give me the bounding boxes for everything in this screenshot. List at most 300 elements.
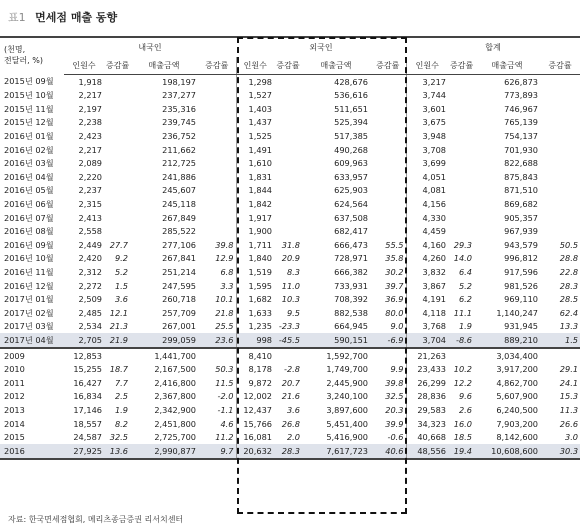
value-cell: 931,945: [504, 321, 538, 332]
table-row: [0, 444, 580, 459]
value-cell: 1,917: [248, 212, 272, 223]
change-rate-cell: [370, 184, 406, 198]
change-rate-cell: 28.3: [559, 280, 579, 291]
change-rate-cell: 20.7: [281, 377, 300, 388]
change-rate-cell: [540, 102, 580, 116]
change-rate-cell: 7.7: [114, 377, 128, 388]
unit-line-2: 전달러, %): [4, 56, 43, 66]
value-cell: 277,106: [162, 239, 196, 250]
col-visitors-change: 증감률: [274, 57, 302, 75]
table-row: [0, 102, 580, 116]
change-rate-cell: [370, 143, 406, 157]
col-sales-change: 증감률: [370, 57, 406, 75]
value-cell: 1,235: [248, 321, 272, 332]
value-cell: 701,930: [504, 144, 538, 155]
value-cell: 590,151: [302, 333, 370, 348]
change-rate-cell: [104, 75, 130, 89]
value-cell: 15,766: [243, 418, 272, 429]
change-rate-cell: 1.9: [114, 404, 128, 415]
change-rate-cell: [448, 116, 474, 130]
value-cell: 211,662: [162, 144, 196, 155]
value-cell: 40,668: [417, 432, 446, 443]
value-cell: 1,918: [78, 76, 102, 87]
change-rate-cell: [540, 116, 580, 130]
value-cell: 5,607,900: [496, 391, 538, 402]
change-rate-cell: 29.1: [559, 364, 579, 375]
change-rate-cell: 25.5: [198, 320, 236, 334]
change-rate-cell: [274, 225, 302, 239]
change-rate-cell: -23.3: [278, 321, 300, 332]
value-cell: 773,893: [504, 90, 538, 101]
change-rate-cell: 9.7: [198, 444, 236, 459]
value-cell: 1,519: [248, 267, 272, 277]
row-label: 2016년 03월: [4, 158, 54, 169]
row-label: 2016년 07월: [4, 212, 54, 223]
table-row: [0, 157, 580, 171]
change-rate-cell: 39.9: [370, 417, 406, 431]
value-cell: 822,688: [504, 158, 538, 169]
change-rate-cell: -0.6: [370, 430, 406, 444]
value-cell: 3,744: [422, 90, 446, 101]
row-label: 2009: [0, 348, 64, 363]
group-header-domestic: 내국인: [64, 37, 236, 57]
change-rate-cell: 8.2: [114, 418, 128, 429]
row-label: 2016년 11월: [4, 267, 54, 277]
value-cell: 4,118: [422, 307, 446, 318]
value-cell: 1,595: [248, 280, 272, 291]
value-cell: 728,971: [334, 253, 368, 264]
value-cell: 7,903,200: [496, 418, 538, 429]
change-rate-cell: [274, 143, 302, 157]
table-row: [0, 362, 580, 376]
table-row: [0, 129, 580, 143]
value-cell: 2,238: [78, 117, 102, 128]
value-cell: 2,449: [78, 239, 102, 250]
value-cell: 2,451,800: [154, 418, 196, 429]
value-cell: 257,709: [162, 307, 196, 318]
value-cell: 943,579: [504, 239, 538, 250]
value-cell: 18,557: [73, 418, 102, 429]
change-rate-cell: 50.3: [198, 362, 236, 376]
value-cell: 871,510: [504, 185, 538, 196]
value-cell: 609,963: [334, 158, 368, 169]
col-sales: 매출금액: [474, 57, 540, 75]
unit-line-1: (천명,: [4, 45, 26, 55]
col-visitors: 인원수: [406, 57, 448, 75]
value-cell: 2,420: [78, 253, 102, 264]
change-rate-cell: 6.8: [198, 265, 236, 279]
value-cell: 24,587: [73, 432, 102, 443]
value-cell: 517,385: [334, 131, 368, 142]
value-cell: 1,491: [248, 144, 272, 155]
change-rate-cell: 5.2: [458, 280, 472, 291]
change-rate-cell: 8.3: [286, 267, 300, 277]
table-row: [0, 376, 580, 390]
table-row: [0, 293, 580, 307]
row-label: 2014: [4, 418, 25, 429]
change-rate-cell: 55.5: [370, 238, 406, 252]
change-rate-cell: 3.6: [286, 404, 300, 415]
value-cell: 3,240,100: [326, 391, 368, 402]
change-rate-cell: [104, 143, 130, 157]
value-cell: 917,596: [504, 267, 538, 277]
change-rate-cell: 39.8: [370, 376, 406, 390]
change-rate-cell: [448, 211, 474, 225]
change-rate-cell: [370, 102, 406, 116]
change-rate-cell: [198, 348, 236, 363]
change-rate-cell: 11.3: [559, 404, 579, 415]
value-cell: 2,167,500: [154, 364, 196, 375]
change-rate-cell: [540, 157, 580, 171]
value-cell: 666,473: [334, 239, 368, 250]
value-cell: 2,197: [78, 103, 102, 114]
change-rate-cell: [540, 348, 580, 363]
change-rate-cell: [370, 75, 406, 89]
change-rate-cell: [198, 211, 236, 225]
change-rate-cell: 30.3: [540, 444, 580, 459]
value-cell: 4,051: [422, 171, 446, 182]
value-cell: 29,583: [417, 404, 446, 415]
change-rate-cell: 16.0: [453, 418, 472, 429]
change-rate-cell: 21.8: [198, 306, 236, 320]
value-cell: 1,842: [248, 199, 272, 210]
change-rate-cell: [104, 129, 130, 143]
value-cell: 633,957: [334, 171, 368, 182]
col-sales-change: 증감률: [198, 57, 236, 75]
change-rate-cell: 9.2: [114, 253, 128, 264]
value-cell: 1,437: [248, 117, 272, 128]
table-row: [0, 170, 580, 184]
change-rate-cell: 2.6: [458, 404, 472, 415]
row-label: 2011: [4, 377, 25, 388]
row-label: 2015년 12월: [4, 117, 54, 128]
value-cell: 27,925: [64, 444, 104, 459]
change-rate-cell: 40.6: [370, 444, 406, 459]
change-rate-cell: [370, 197, 406, 211]
table-row: [0, 252, 580, 266]
row-label: 2013: [4, 404, 25, 415]
change-rate-cell: 50.5: [559, 239, 579, 250]
change-rate-cell: [274, 75, 302, 89]
change-rate-cell: [198, 225, 236, 239]
change-rate-cell: [540, 143, 580, 157]
change-rate-cell: [540, 225, 580, 239]
source-note: 자료: 한국면세점협회, 메리츠종금증권 리서치센터: [8, 515, 184, 524]
value-cell: 2,217: [78, 144, 102, 155]
value-cell: 15,255: [73, 364, 102, 375]
value-cell: 2,220: [78, 171, 102, 182]
value-cell: 969,110: [504, 294, 538, 305]
change-rate-cell: [274, 170, 302, 184]
value-cell: 1,140,247: [496, 307, 538, 318]
value-cell: 267,001: [162, 321, 196, 332]
value-cell: 7,617,723: [302, 444, 370, 459]
value-cell: 260,718: [162, 294, 196, 305]
change-rate-cell: [448, 102, 474, 116]
change-rate-cell: 12.2: [453, 377, 472, 388]
value-cell: 2,558: [78, 226, 102, 237]
value-cell: 1,840: [248, 253, 272, 264]
change-rate-cell: [104, 116, 130, 130]
value-cell: 1,831: [248, 171, 272, 182]
row-label: 2017년 01월: [4, 294, 54, 305]
col-sales: 매출금액: [130, 57, 198, 75]
table-row: [0, 265, 580, 279]
value-cell: 34,323: [417, 418, 446, 429]
value-cell: 247,595: [162, 280, 196, 291]
change-rate-cell: 18.7: [109, 364, 128, 375]
change-rate-cell: [448, 184, 474, 198]
row-label: 2016년 10월: [4, 253, 54, 264]
change-rate-cell: 32.5: [109, 432, 128, 443]
change-rate-cell: [274, 89, 302, 103]
value-cell: 17,146: [73, 404, 102, 415]
change-rate-cell: 9.5: [286, 307, 300, 318]
value-cell: 26,299: [417, 377, 446, 388]
row-label: 2016년 09월: [4, 239, 54, 250]
value-cell: 708,392: [334, 294, 368, 305]
change-rate-cell: 2.0: [286, 432, 300, 443]
value-cell: 5,451,400: [326, 418, 368, 429]
row-label: 2015: [4, 432, 25, 443]
value-cell: 6,240,500: [496, 404, 538, 415]
change-rate-cell: 11.1: [453, 307, 472, 318]
table-row: [0, 143, 580, 157]
group-header-total: 합계: [406, 37, 580, 57]
table-row: [0, 320, 580, 334]
value-cell: 8,142,600: [496, 432, 538, 443]
change-rate-cell: 9.6: [458, 391, 472, 402]
change-rate-cell: [104, 157, 130, 171]
change-rate-cell: -6.9: [370, 333, 406, 348]
value-cell: 3,034,400: [474, 348, 540, 363]
change-rate-cell: 28.8: [559, 253, 579, 264]
value-cell: 1,525: [248, 131, 272, 142]
change-rate-cell: [540, 170, 580, 184]
value-cell: 2,312: [78, 267, 102, 277]
value-cell: 4,862,700: [496, 377, 538, 388]
change-rate-cell: 3.0: [565, 432, 579, 443]
value-cell: 16,427: [73, 377, 102, 388]
change-rate-cell: 36.9: [370, 293, 406, 307]
change-rate-cell: -1.1: [198, 403, 236, 417]
change-rate-cell: 15.3: [559, 391, 579, 402]
change-rate-cell: [104, 197, 130, 211]
value-cell: 746,967: [504, 103, 538, 114]
value-cell: 2,237: [78, 185, 102, 196]
change-rate-cell: 20.9: [281, 253, 300, 264]
table-row: [0, 430, 580, 444]
change-rate-cell: [104, 211, 130, 225]
change-rate-cell: 11.5: [198, 376, 236, 390]
col-visitors: 인원수: [236, 57, 274, 75]
change-rate-cell: 6.2: [458, 294, 472, 305]
table-title-text: 면세점 매출 동향: [35, 11, 118, 24]
change-rate-cell: [274, 348, 302, 363]
group-header-foreign: 외국인: [236, 37, 406, 57]
value-cell: 4,459: [422, 226, 446, 237]
change-rate-cell: 1.5: [114, 280, 128, 291]
value-cell: 1,403: [248, 103, 272, 114]
change-rate-cell: 6.4: [458, 267, 472, 277]
value-cell: 1,441,700: [130, 348, 198, 363]
value-cell: 1,633: [248, 307, 272, 318]
change-rate-cell: 21.6: [281, 391, 300, 402]
change-rate-cell: 11.2: [198, 430, 236, 444]
value-cell: 3,867: [422, 280, 446, 291]
value-cell: 1,592,700: [302, 348, 370, 363]
value-cell: 3,708: [422, 144, 446, 155]
change-rate-cell: 9.9: [370, 362, 406, 376]
value-cell: 2,272: [78, 280, 102, 291]
change-rate-cell: [448, 348, 474, 363]
value-cell: 754,137: [504, 131, 538, 142]
col-visitors: 인원수: [64, 57, 104, 75]
change-rate-cell: 39.8: [198, 238, 236, 252]
table-row: [0, 348, 580, 363]
change-rate-cell: 4.6: [198, 417, 236, 431]
value-cell: 10,608,600: [474, 444, 540, 459]
change-rate-cell: [198, 75, 236, 89]
change-rate-cell: [540, 211, 580, 225]
value-cell: 666,382: [334, 267, 368, 277]
value-cell: 3,948: [422, 131, 446, 142]
value-cell: 2,089: [78, 158, 102, 169]
value-cell: 624,564: [334, 199, 368, 210]
value-cell: 28,836: [417, 391, 446, 402]
value-cell: 1,900: [248, 226, 272, 237]
value-cell: 875,843: [504, 171, 538, 182]
change-rate-cell: 11.0: [281, 280, 300, 291]
change-rate-cell: 26.6: [559, 418, 579, 429]
change-rate-cell: [448, 170, 474, 184]
change-rate-cell: [540, 184, 580, 198]
value-cell: 626,873: [504, 76, 538, 87]
change-rate-cell: [448, 225, 474, 239]
value-cell: 239,745: [162, 117, 196, 128]
row-label: 2016년 01월: [4, 131, 54, 142]
value-cell: 245,607: [162, 185, 196, 196]
table-row: [0, 403, 580, 417]
value-cell: 1,298: [248, 76, 272, 87]
value-cell: 428,676: [334, 76, 368, 87]
change-rate-cell: [448, 157, 474, 171]
change-rate-cell: [274, 129, 302, 143]
unit-header: [0, 37, 64, 75]
change-rate-cell: -8.6: [448, 333, 474, 348]
change-rate-cell: 3.6: [114, 294, 128, 305]
value-cell: 1,682: [248, 294, 272, 305]
table-row: [0, 75, 580, 89]
row-label: 2017년 02월: [4, 307, 54, 318]
change-rate-cell: 80.0: [370, 306, 406, 320]
row-label: 2016년 04월: [4, 171, 54, 182]
value-cell: 1,844: [248, 185, 272, 196]
change-rate-cell: [198, 157, 236, 171]
value-cell: 998: [236, 333, 274, 348]
value-cell: 905,357: [504, 212, 538, 223]
value-cell: 625,903: [334, 185, 368, 196]
value-cell: 3,217: [422, 76, 446, 87]
change-rate-cell: 12.1: [109, 307, 128, 318]
value-cell: 2,705: [64, 333, 104, 348]
change-rate-cell: [198, 129, 236, 143]
change-rate-cell: [448, 197, 474, 211]
value-cell: 1,711: [248, 239, 272, 250]
value-cell: 490,268: [334, 144, 368, 155]
value-cell: 4,260: [422, 253, 446, 264]
value-cell: 869,682: [504, 199, 538, 210]
value-cell: 299,059: [130, 333, 198, 348]
change-rate-cell: -2.0: [198, 390, 236, 404]
change-rate-cell: 2.5: [114, 391, 128, 402]
value-cell: 2,485: [78, 307, 102, 318]
change-rate-cell: [198, 184, 236, 198]
change-rate-cell: [370, 170, 406, 184]
value-cell: 3,917,200: [496, 364, 538, 375]
value-cell: 251,214: [162, 267, 196, 277]
change-rate-cell: 24.1: [559, 377, 579, 388]
col-visitors-change: 증감률: [104, 57, 130, 75]
change-rate-cell: [104, 184, 130, 198]
change-rate-cell: [370, 116, 406, 130]
change-rate-cell: [198, 143, 236, 157]
change-rate-cell: [198, 102, 236, 116]
value-cell: 536,616: [334, 90, 368, 101]
change-rate-cell: [104, 89, 130, 103]
change-rate-cell: [370, 348, 406, 363]
value-cell: 16,834: [73, 391, 102, 402]
value-cell: 2,315: [78, 199, 102, 210]
value-cell: 12,853: [64, 348, 104, 363]
change-rate-cell: 39.7: [370, 279, 406, 293]
row-label: 2016년 06월: [4, 199, 54, 210]
change-rate-cell: [198, 197, 236, 211]
value-cell: 12,002: [243, 391, 272, 402]
change-rate-cell: 1.9: [458, 321, 472, 332]
value-cell: 2,217: [78, 90, 102, 101]
change-rate-cell: 22.8: [559, 267, 579, 277]
value-cell: 2,342,900: [154, 404, 196, 415]
change-rate-cell: [540, 89, 580, 103]
change-rate-cell: [104, 225, 130, 239]
value-cell: 2,725,700: [154, 432, 196, 443]
value-cell: 267,841: [162, 253, 196, 264]
table-number: 표1: [8, 11, 26, 24]
value-cell: 2,413: [78, 212, 102, 223]
change-rate-cell: [274, 116, 302, 130]
table-row: [0, 197, 580, 211]
row-label: 2016년 05월: [4, 185, 54, 196]
duty-free-sales-table: [0, 36, 580, 460]
change-rate-cell: 3.3: [198, 279, 236, 293]
change-rate-cell: 1.5: [540, 333, 580, 348]
table-row: [0, 417, 580, 431]
row-label: 2015년 10월: [4, 90, 54, 101]
value-cell: 889,210: [474, 333, 540, 348]
change-rate-cell: [370, 89, 406, 103]
row-label: 2012: [4, 391, 25, 402]
change-rate-cell: 18.5: [453, 432, 472, 443]
change-rate-cell: 13.6: [104, 444, 130, 459]
table-row: [0, 211, 580, 225]
table-row: [0, 279, 580, 293]
change-rate-cell: -45.5: [274, 333, 302, 348]
value-cell: 1,527: [248, 90, 272, 101]
change-rate-cell: 19.4: [448, 444, 474, 459]
change-rate-cell: [198, 89, 236, 103]
change-rate-cell: 21.3: [109, 321, 128, 332]
